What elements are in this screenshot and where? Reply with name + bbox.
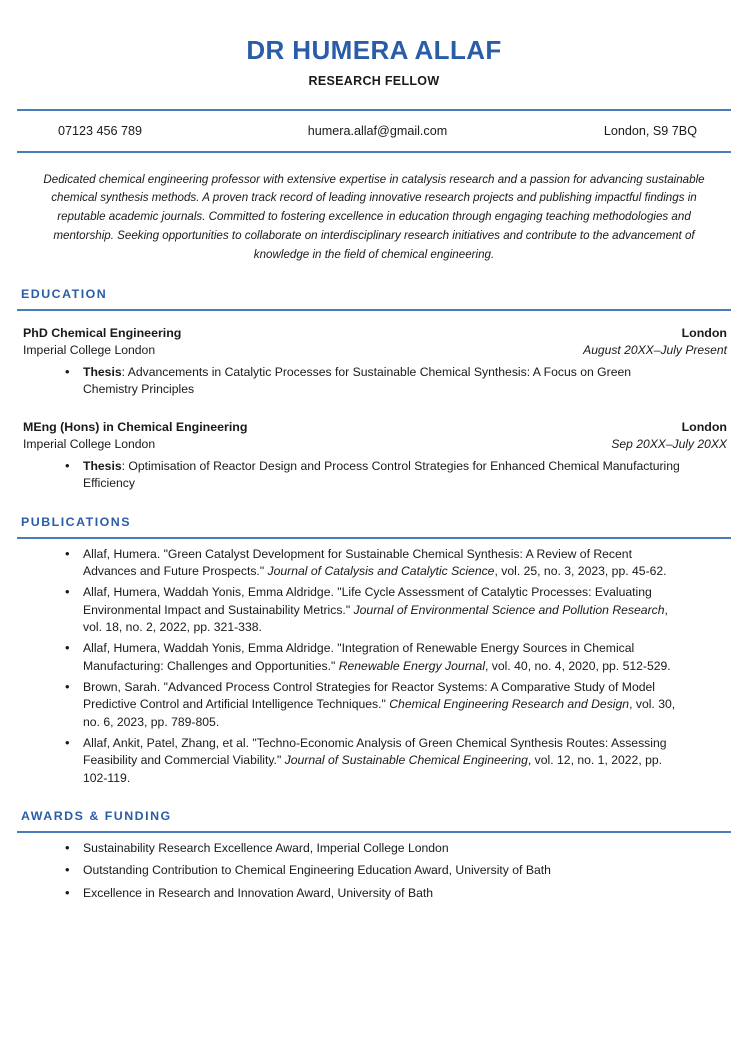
- list-item: [17, 364, 731, 399]
- job-title: RESEARCH FELLOW: [308, 73, 440, 88]
- education-location: London: [681, 325, 727, 340]
- list-item: • Outstanding Contribution to Chemical Engineering Education Award, University of Bath: [17, 862, 731, 879]
- thesis-text: : Advancements in Catalytic Processes for Sustainable Chemical Synthesis: A Focus on Green Chemistry Principles: [83, 364, 632, 396]
- education-dates: August 20XX–July Present: [583, 342, 727, 357]
- publication-citation: Allaf, Humera, Waddah Yonis, Emma Aldridge. "Life Cycle Assessment of Catalytic Processes: Evaluating Environmental Impact and Sustainability Metrics.": [83, 585, 652, 617]
- publication-journal: Journal of Catalysis and Catalytic Science: [267, 564, 495, 579]
- list-item: [17, 458, 731, 493]
- thesis-label: Thesis: [83, 364, 122, 379]
- section-divider-awards: [17, 831, 731, 833]
- section-title-education: EDUCATION: [21, 286, 108, 301]
- list-item: [17, 679, 731, 731]
- section-awards: [17, 809, 731, 902]
- publications-list: [17, 546, 731, 787]
- section-publications: [17, 515, 731, 787]
- publication-journal: Journal of Sustainable Chemical Engineering: [284, 753, 528, 768]
- list-item: [17, 735, 731, 787]
- education-bullet-list: [17, 364, 731, 399]
- education-degree: PhD Chemical Engineering: [23, 325, 182, 340]
- education-location: London: [681, 420, 727, 435]
- contact-location: London, S9 7BQ: [603, 123, 697, 138]
- education-school: Imperial College London: [23, 342, 156, 357]
- publication-journal: Chemical Engineering Research and Design: [389, 697, 630, 712]
- publication-details: , vol. 18, no. 2, 2022, pp. 321-338.: [83, 602, 668, 635]
- contact-phone[interactable]: 07123 456 789: [58, 123, 143, 138]
- publication-details: , vol. 25, no. 3, 2023, pp. 45-62.: [494, 564, 667, 579]
- education-entry: [17, 420, 731, 493]
- publication-details: , vol. 40, no. 4, 2020, pp. 512-529.: [485, 658, 671, 673]
- publication-citation: Allaf, Ankit, Patel, Zhang, et al. "Techno-Economic Analysis of Green Chemical Synthesis Routes: Assessing Feasibility and Commercial Viability.": [83, 736, 667, 768]
- education-dates: Sep 20XX–July 20XX: [611, 437, 727, 452]
- education-school: Imperial College London: [23, 437, 156, 452]
- page-title: DR HUMERA ALLAF: [246, 35, 502, 65]
- list-item: • Sustainability Research Excellence Award, Imperial College London: [17, 840, 731, 857]
- list-item: • Excellence in Research and Innovation Award, University of Bath: [17, 885, 731, 902]
- list-item: [17, 546, 731, 581]
- education-degree: MEng (Hons) in Chemical Engineering: [23, 420, 248, 435]
- education-entry-subline: [17, 343, 731, 357]
- education-entry-headline: [17, 326, 731, 340]
- section-education: [17, 287, 731, 493]
- header-divider-bottom: [17, 151, 731, 153]
- section-title-awards: AWARDS & FUNDING: [21, 809, 172, 824]
- section-title-publications: PUBLICATIONS: [21, 514, 132, 529]
- awards-list: [17, 840, 731, 902]
- publication-journal: Journal of Environmental Science and Pollution Research: [353, 602, 665, 617]
- contact-email[interactable]: humera.allaf@gmail.com: [307, 123, 448, 138]
- publication-citation: Allaf, Humera, Waddah Yonis, Emma Aldridge. "Integration of Renewable Energy Sources in Chemical Manufacturing: Challenges and Opportunities.": [83, 641, 635, 673]
- education-entry-subline: [17, 437, 731, 451]
- section-divider-education: [17, 309, 731, 311]
- education-entries: [17, 326, 731, 493]
- profile-summary: Dedicated chemical engineering professor with extensive expertise in catalysis research and a passion for advancing sustainable chemical synthesis methods. A proven track record of leading innovative research projects and publishing impactful findings in reputable academic journals. Committed to fostering excellence in education through engaging teaching methodologies and mentorship. Seeking opportunities to collaborate on interdisciplinary research initiatives and contribute to the advancement of knowledge in the field of chemical engineering.: [43, 172, 705, 261]
- education-entry-headline: [17, 420, 731, 434]
- thesis-label: Thesis: [83, 459, 122, 474]
- contact-row: [17, 111, 731, 151]
- education-entry: [17, 326, 731, 399]
- section-divider-publications: [17, 537, 731, 539]
- publication-citation: Brown, Sarah. "Advanced Process Control Strategies for Reactor Systems: A Comparative Study of Model Predictive Control and Artificial Intelligence Techniques.": [83, 680, 655, 712]
- thesis-text: : Optimisation of Reactor Design and Process Control Strategies for Enhanced Chemical Manufacturing Efficiency: [83, 459, 680, 491]
- publication-details: , vol. 12, no. 1, 2022, pp. 102-119.: [83, 753, 663, 785]
- publication-citation: Allaf, Humera. "Green Catalyst Development for Sustainable Chemical Synthesis: A Review of Recent Advances and Future Prospects.": [83, 546, 632, 579]
- publication-journal: Renewable Energy Journal: [338, 658, 486, 673]
- publication-details: , vol. 30, no. 6, 2023, pp. 789-805.: [83, 697, 676, 729]
- cv-header: [17, 0, 731, 88]
- education-bullet-list: [17, 458, 731, 493]
- list-item: [17, 584, 731, 636]
- list-item: [17, 640, 731, 675]
